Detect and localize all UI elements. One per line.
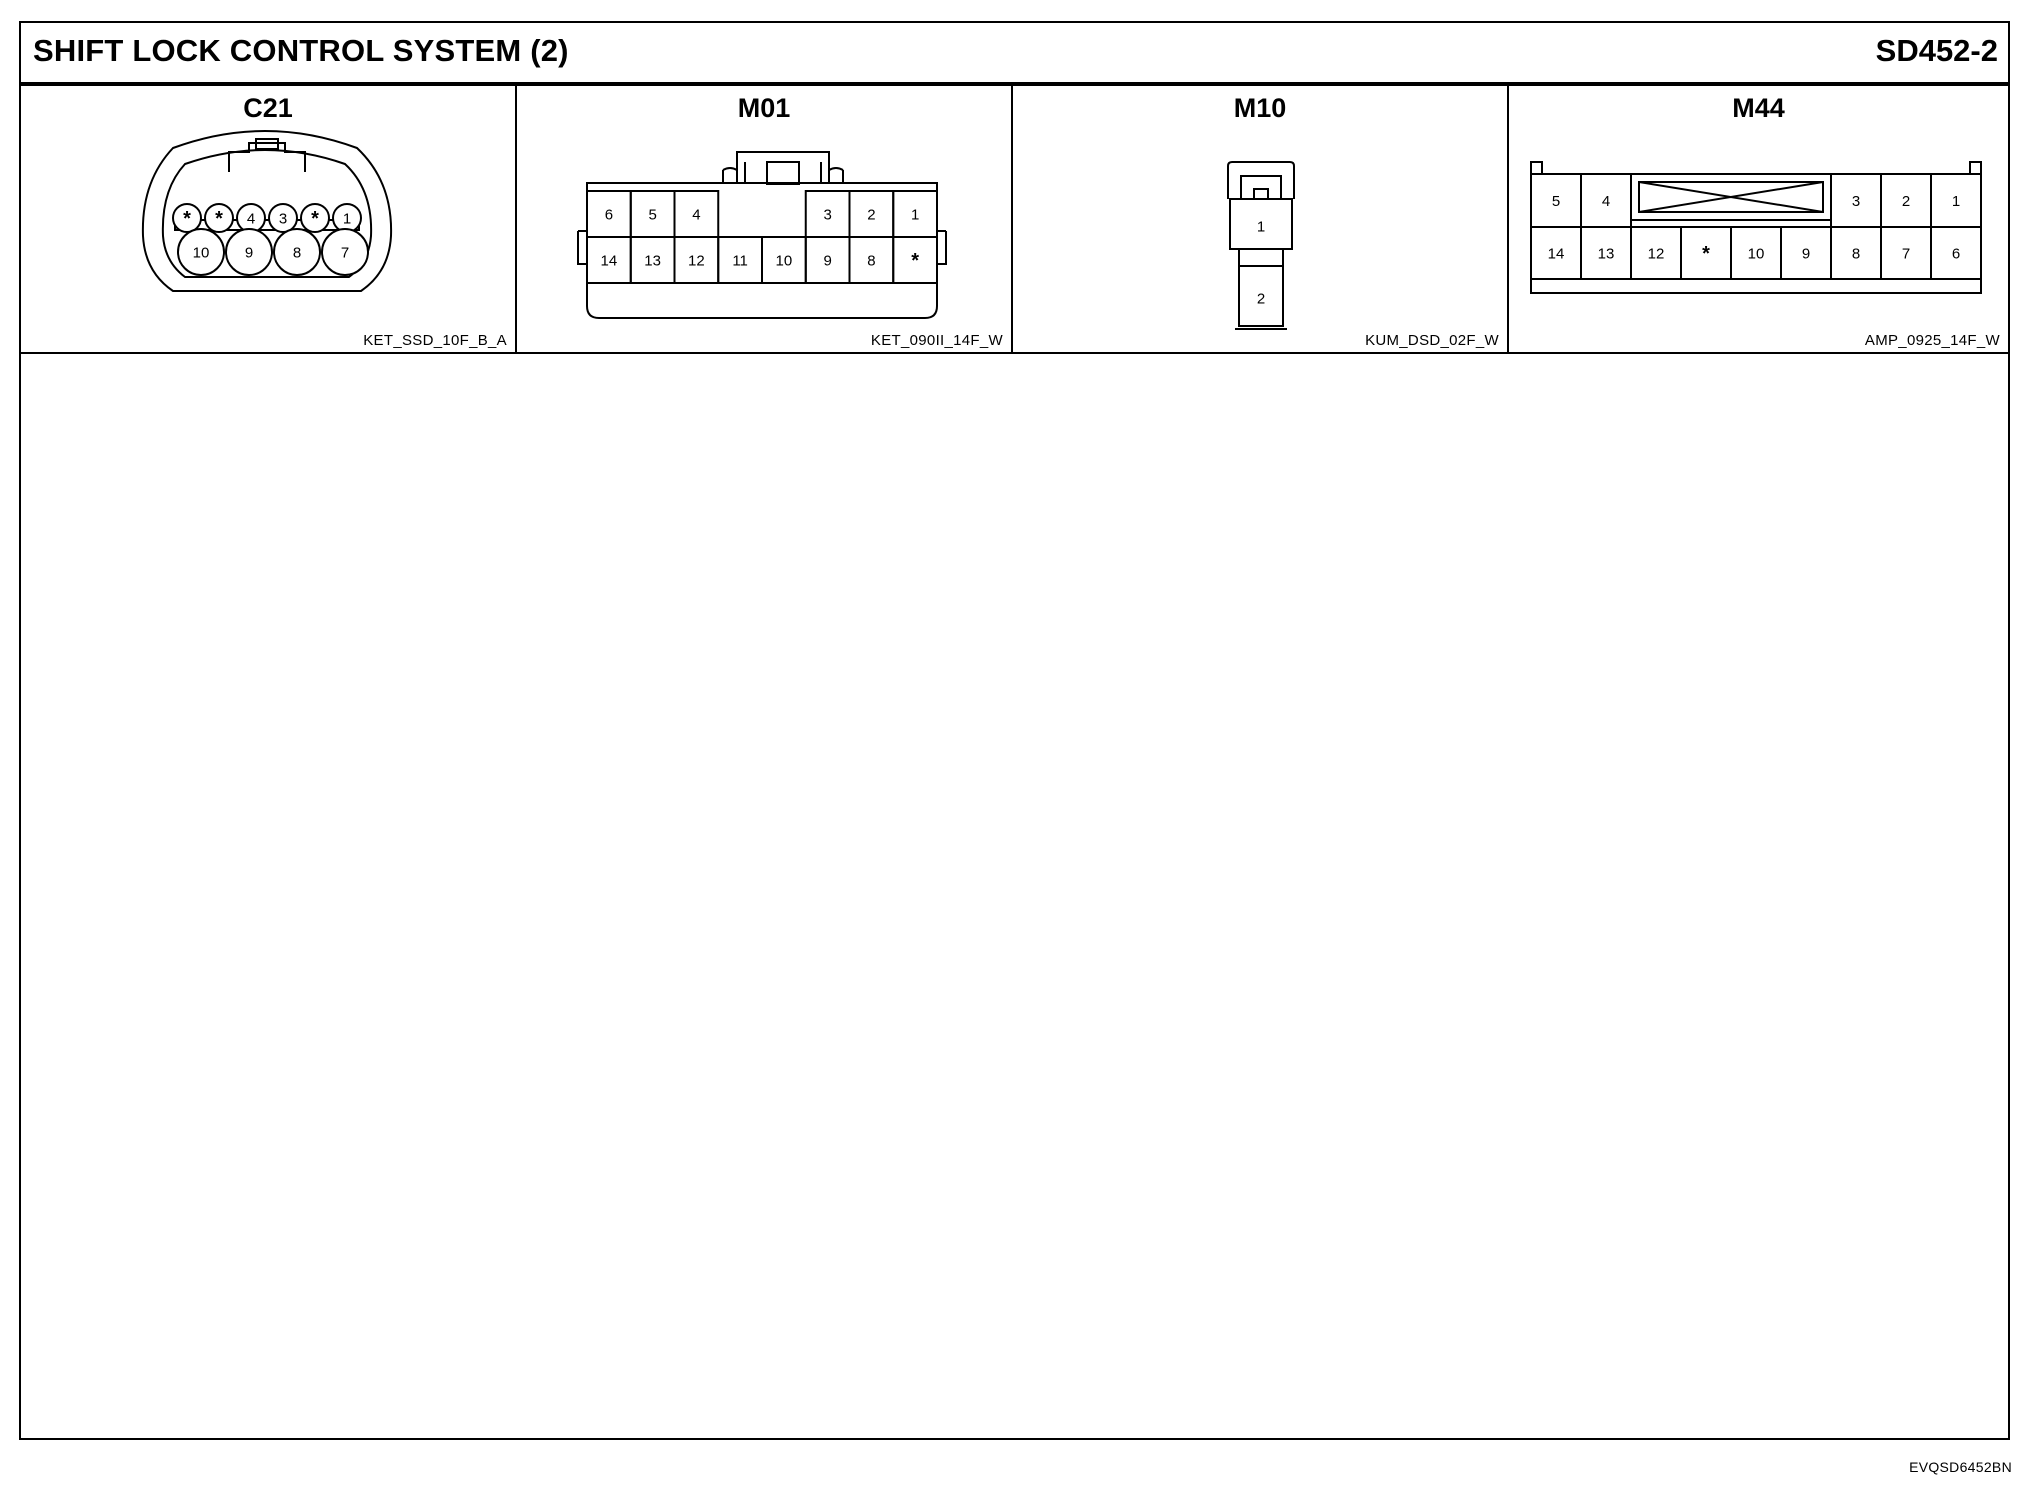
pin-label: 9 xyxy=(244,244,254,262)
pin-label: 12 xyxy=(688,252,705,270)
connector-part-number: KET_SSD_10F_B_A xyxy=(363,332,507,349)
pin-label: 6 xyxy=(604,206,614,224)
header xyxy=(21,23,2008,86)
pin-label: 13 xyxy=(644,252,661,270)
pin-label: 4 xyxy=(1601,193,1611,210)
pin-label: * xyxy=(911,250,920,272)
pin-label: * xyxy=(311,208,319,230)
pin-label: 3 xyxy=(823,206,832,224)
connector-row xyxy=(21,86,2008,354)
diagram-frame xyxy=(19,21,2010,1440)
connector-panel-m01 xyxy=(517,86,1013,352)
connector-panel-c21 xyxy=(21,86,517,352)
pin-label: 14 xyxy=(1547,245,1565,263)
pin-label: 9 xyxy=(1801,245,1811,263)
pin-label: * xyxy=(183,208,191,230)
connector-part-number: KET_090II_14F_W xyxy=(870,332,1003,349)
pin-label: 1 xyxy=(1951,193,1961,210)
pin-label: 9 xyxy=(823,252,832,270)
pin-label: 7 xyxy=(340,244,350,262)
pin-label: 3 xyxy=(278,210,288,228)
pin-label: 10 xyxy=(1747,245,1765,263)
pin-label: 4 xyxy=(246,210,256,228)
pin-label: 10 xyxy=(775,252,793,270)
pin-label: 2 xyxy=(867,206,876,224)
connector-id: M44 xyxy=(1732,93,1785,123)
pin-label: 5 xyxy=(1551,193,1561,210)
pin-label: 8 xyxy=(867,252,876,270)
connector-m44-drawing xyxy=(1509,86,2008,352)
pin-label: 1 xyxy=(910,206,920,224)
pin-label: 14 xyxy=(600,252,618,270)
connector-part-number: AMP_0925_14F_W xyxy=(1864,332,2000,349)
pin-label: 4 xyxy=(692,206,701,224)
pin-label: 12 xyxy=(1647,245,1665,263)
connector-m10-drawing xyxy=(1013,86,1509,352)
connector-part-number: KUM_DSD_02F_W xyxy=(1365,332,1499,349)
connector-panel-m44 xyxy=(1509,86,2008,352)
pin-label: 8 xyxy=(292,244,302,262)
pin-label: 5 xyxy=(648,206,657,224)
connector-id: M10 xyxy=(1233,93,1287,123)
pin-label: 3 xyxy=(1851,193,1861,210)
connector-m01-drawing xyxy=(517,86,1013,352)
pin-label: * xyxy=(215,208,223,230)
pin-label: 6 xyxy=(1951,245,1961,263)
connector-panel-m10 xyxy=(1013,86,1509,352)
diagram-code: SD452-2 xyxy=(1875,33,1998,68)
connector-id: C21 xyxy=(243,93,293,123)
connector-id: M01 xyxy=(737,93,791,123)
pin-label: 11 xyxy=(732,252,748,270)
figure-code: EVQSD6452BN xyxy=(1909,1459,2012,1475)
pin-label: 1 xyxy=(342,210,352,228)
pin-label: * xyxy=(1702,243,1710,265)
pin-label: 10 xyxy=(192,244,210,262)
pin-label: 1 xyxy=(1256,218,1266,236)
pin-label: 2 xyxy=(1256,290,1266,308)
pin-label: 13 xyxy=(1597,245,1615,263)
pin-label: 2 xyxy=(1901,193,1911,210)
pin-label: 7 xyxy=(1901,245,1911,263)
page-title: SHIFT LOCK CONTROL SYSTEM (2) xyxy=(33,33,569,68)
pin-label: 8 xyxy=(1851,245,1861,263)
connector-c21-drawing xyxy=(21,86,517,352)
